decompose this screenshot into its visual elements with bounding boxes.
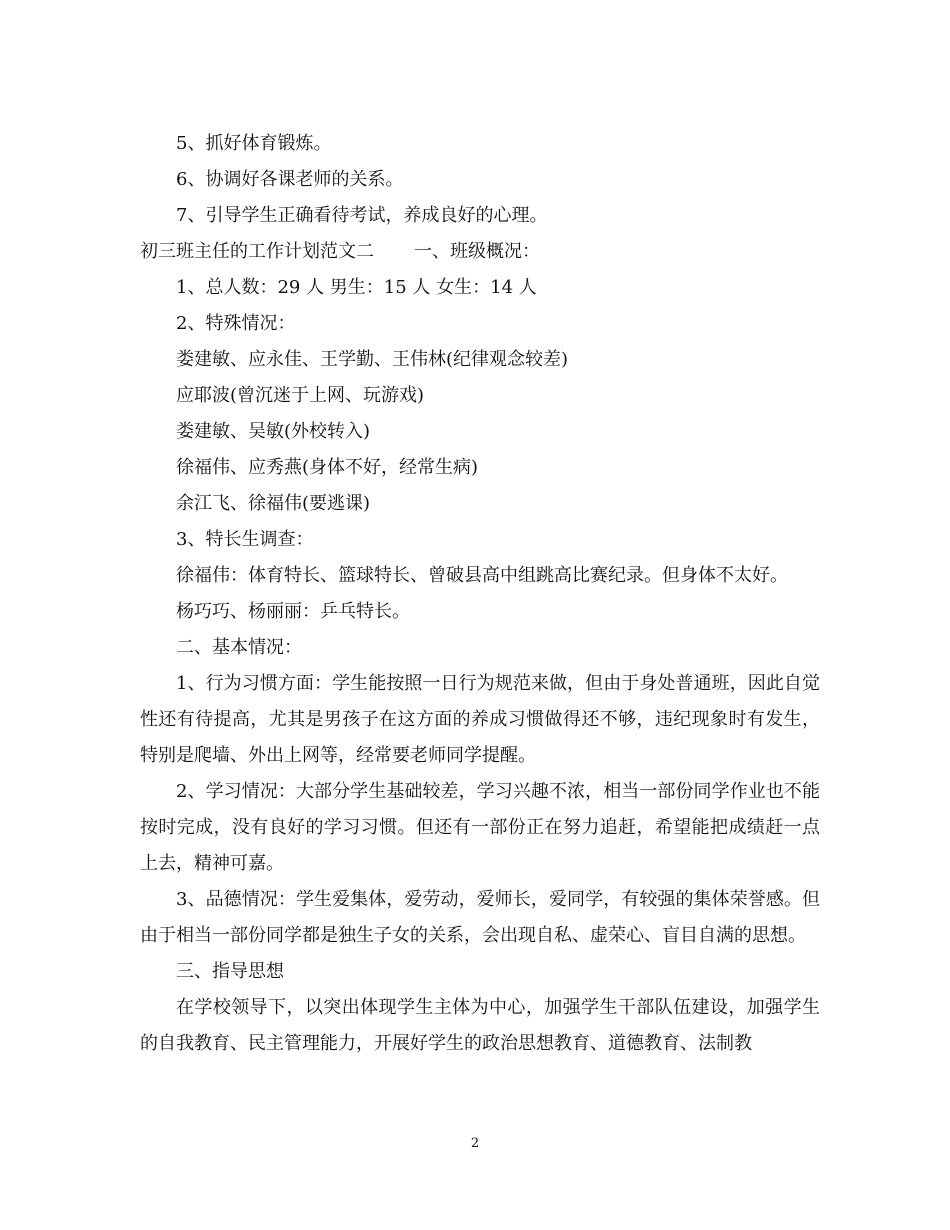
text-line: 1、总人数：29 人 男生：15 人 女生：14 人 [176,277,537,298]
text-line: 杨巧巧、杨丽丽：乒乓特长。 [176,601,410,622]
document-subtitle: 初三班主任的工作计划范文二 [140,241,374,262]
section-heading: 一、班级概况： [414,241,540,262]
section-heading: 三、指导思想 [176,961,284,982]
page-number: 2 [470,1136,480,1151]
section-heading-line [140,234,820,270]
text-line: 应耶波(曾沉迷于上网、玩游戏) [176,385,425,406]
text-line: 3、特长生调查： [176,529,314,550]
document-body [140,126,820,1062]
text-line: 5、抓好体育锻炼。 [176,133,332,154]
paragraph: 1、行为习惯方面：学生能按照一日行为规范来做，但由于身处普通班，因此自觉性还有待提高，尤其是男孩子在这方面的养成习惯做得还不够，违纪现象时有发生，特别是爬墙、外出上网等，经常要老师同学提醒。 [140,673,820,766]
paragraph: 2、学习情况：大部分学生基础较差，学习兴趣不浓，相当一部份同学作业也不能按时完成，没有良好的学习习惯。但还有一部份正在努力追赶，希望能把成绩赶一点上去，精神可嘉。 [140,781,820,874]
text-line: 7、引导学生正确看待考试，养成良好的心理。 [176,205,548,226]
section-heading: 二、基本情况： [176,637,302,658]
paragraph: 3、品德情况：学生爱集体，爱劳动，爱师长，爱同学，有较强的集体荣誉感。但由于相当一部份同学都是独生子女的关系，会出现自私、虚荣心、盲目自满的思想。 [140,889,820,946]
text-line: 娄建敏、吴敏(外校转入) [176,421,371,442]
text-line: 徐福伟：体育特长、篮球特长、曾破县高中组跳高比赛纪录。但身体不太好。 [176,565,788,586]
text-line: 徐福伟、应秀燕(身体不好，经常生病) [176,457,479,478]
text-line: 6、协调好各课老师的关系。 [176,169,404,190]
text-line: 2、特殊情况： [176,313,296,334]
paragraph: 在学校领导下，以突出体现学生主体为中心，加强学生干部队伍建设，加强学生的自我教育、民主管理能力，开展好学生的政治思想教育、道德教育、法制教 [140,997,820,1054]
text-line: 余江飞、徐福伟(要逃课) [176,493,371,514]
text-line: 娄建敏、应永佳、王学勤、王伟林(纪律观念较差) [176,349,569,370]
